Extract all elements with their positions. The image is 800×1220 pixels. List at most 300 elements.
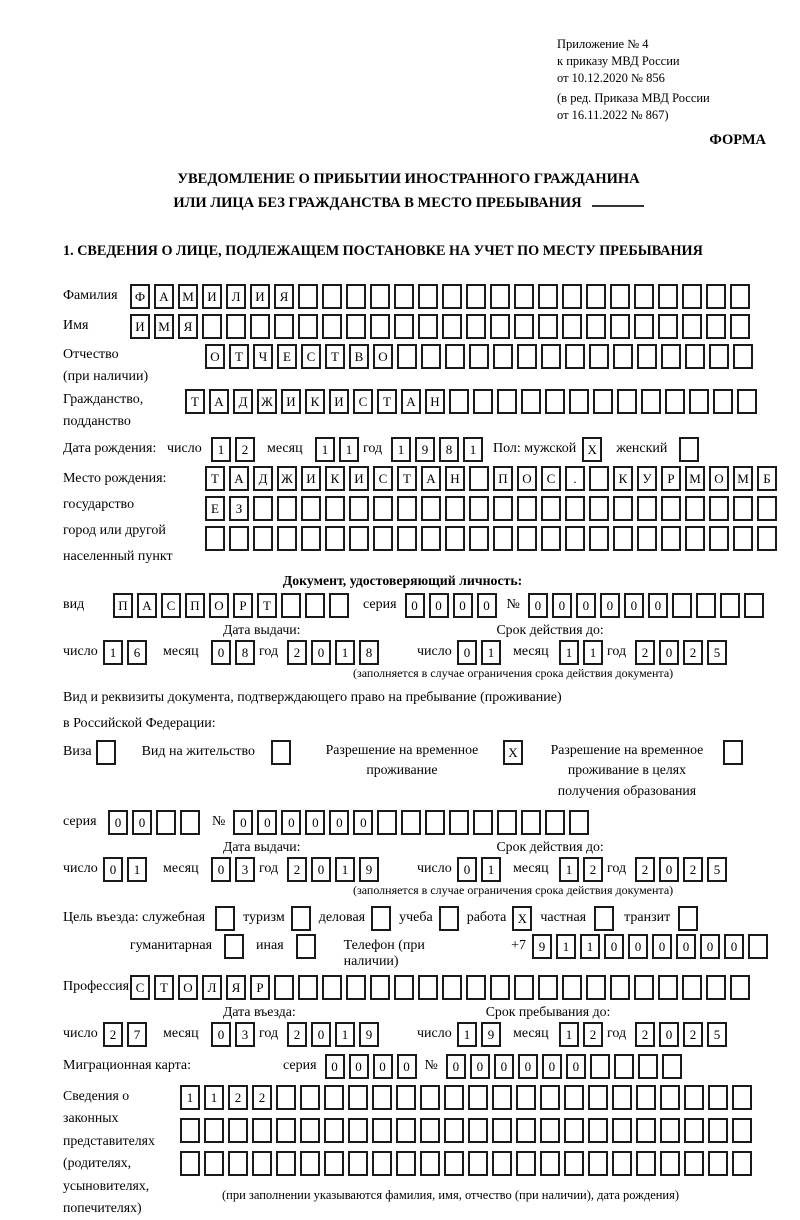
char-cell[interactable]	[346, 975, 366, 1000]
char-cell[interactable]: 3	[235, 1022, 255, 1047]
char-cell[interactable]	[613, 526, 633, 551]
char-cell[interactable]	[371, 906, 391, 931]
char-cell[interactable]: 0	[518, 1054, 538, 1079]
char-cell[interactable]	[565, 526, 585, 551]
char-cell[interactable]	[420, 1118, 440, 1143]
char-cell[interactable]: В	[349, 344, 369, 369]
char-cell[interactable]	[517, 496, 537, 521]
char-cell[interactable]: 1	[180, 1085, 200, 1110]
char-cell[interactable]	[466, 314, 486, 339]
char-cell[interactable]: 0	[600, 593, 620, 618]
char-cell[interactable]	[325, 496, 345, 521]
char-cell[interactable]	[706, 314, 726, 339]
char-cell[interactable]	[372, 1151, 392, 1176]
char-cell[interactable]	[421, 496, 441, 521]
char-cell[interactable]	[610, 975, 630, 1000]
char-cell[interactable]: 0	[648, 593, 668, 618]
char-cell[interactable]	[706, 284, 726, 309]
char-cell[interactable]	[277, 526, 297, 551]
char-cell[interactable]: 9	[359, 857, 379, 882]
char-cell[interactable]	[684, 1085, 704, 1110]
char-cell[interactable]: Е	[277, 344, 297, 369]
char-cell[interactable]: 2	[635, 640, 655, 665]
char-cell[interactable]	[757, 526, 777, 551]
char-cell[interactable]: 2	[683, 640, 703, 665]
char-cell[interactable]	[444, 1085, 464, 1110]
char-cell[interactable]	[521, 389, 541, 414]
char-cell[interactable]: 1	[481, 857, 501, 882]
char-cell[interactable]	[300, 1151, 320, 1176]
char-cell[interactable]: 0	[373, 1054, 393, 1079]
char-cell[interactable]	[634, 284, 654, 309]
char-cell[interactable]	[325, 526, 345, 551]
char-cell[interactable]	[708, 1085, 728, 1110]
char-cell[interactable]: X	[582, 437, 602, 462]
char-cell[interactable]	[684, 1151, 704, 1176]
char-cell[interactable]: М	[733, 466, 753, 491]
char-cell[interactable]	[661, 344, 681, 369]
char-cell[interactable]	[660, 1118, 680, 1143]
char-cell[interactable]	[349, 496, 369, 521]
char-cell[interactable]: Т	[154, 975, 174, 1000]
char-cell[interactable]	[660, 1085, 680, 1110]
char-cell[interactable]: 5	[707, 1022, 727, 1047]
char-cell[interactable]	[250, 314, 270, 339]
char-cell[interactable]	[445, 526, 465, 551]
char-cell[interactable]	[253, 526, 273, 551]
char-cell[interactable]	[634, 314, 654, 339]
char-cell[interactable]	[228, 1151, 248, 1176]
char-cell[interactable]: Д	[233, 389, 253, 414]
char-cell[interactable]: Ж	[257, 389, 277, 414]
char-cell[interactable]	[685, 526, 705, 551]
char-cell[interactable]: Т	[229, 344, 249, 369]
char-cell[interactable]: 1	[339, 437, 359, 462]
char-cell[interactable]: 6	[127, 640, 147, 665]
char-cell[interactable]: Я	[274, 284, 294, 309]
char-cell[interactable]	[661, 526, 681, 551]
char-cell[interactable]	[229, 526, 249, 551]
char-cell[interactable]	[298, 284, 318, 309]
char-cell[interactable]	[296, 934, 316, 959]
char-cell[interactable]: С	[541, 466, 561, 491]
char-cell[interactable]: И	[130, 314, 150, 339]
char-cell[interactable]	[401, 810, 421, 835]
char-cell[interactable]	[226, 314, 246, 339]
char-cell[interactable]	[298, 975, 318, 1000]
char-cell[interactable]: 0	[305, 810, 325, 835]
char-cell[interactable]	[641, 389, 661, 414]
char-cell[interactable]	[637, 526, 657, 551]
char-cell[interactable]: 0	[103, 857, 123, 882]
char-cell[interactable]	[564, 1151, 584, 1176]
char-cell[interactable]	[373, 496, 393, 521]
char-cell[interactable]	[373, 526, 393, 551]
char-cell[interactable]	[562, 284, 582, 309]
char-cell[interactable]	[396, 1151, 416, 1176]
char-cell[interactable]	[228, 1118, 248, 1143]
char-cell[interactable]: 0	[329, 810, 349, 835]
char-cell[interactable]	[439, 906, 459, 931]
char-cell[interactable]	[757, 496, 777, 521]
char-cell[interactable]	[514, 975, 534, 1000]
char-cell[interactable]: .	[565, 466, 585, 491]
char-cell[interactable]: Е	[205, 496, 225, 521]
char-cell[interactable]	[281, 593, 301, 618]
char-cell[interactable]: Д	[253, 466, 273, 491]
char-cell[interactable]: Т	[257, 593, 277, 618]
char-cell[interactable]	[678, 906, 698, 931]
char-cell[interactable]	[324, 1085, 344, 1110]
char-cell[interactable]: 2	[635, 857, 655, 882]
char-cell[interactable]	[658, 284, 678, 309]
char-cell[interactable]	[490, 975, 510, 1000]
char-cell[interactable]	[372, 1085, 392, 1110]
char-cell[interactable]: К	[305, 389, 325, 414]
char-cell[interactable]	[517, 344, 537, 369]
char-cell[interactable]: 0	[624, 593, 644, 618]
char-cell[interactable]: О	[209, 593, 229, 618]
char-cell[interactable]: 2	[287, 857, 307, 882]
char-cell[interactable]	[394, 284, 414, 309]
char-cell[interactable]	[709, 526, 729, 551]
char-cell[interactable]	[730, 314, 750, 339]
char-cell[interactable]	[737, 389, 757, 414]
char-cell[interactable]: 0	[576, 593, 596, 618]
char-cell[interactable]	[562, 975, 582, 1000]
char-cell[interactable]: Р	[661, 466, 681, 491]
char-cell[interactable]	[493, 496, 513, 521]
char-cell[interactable]	[449, 810, 469, 835]
char-cell[interactable]	[672, 593, 692, 618]
char-cell[interactable]	[348, 1085, 368, 1110]
char-cell[interactable]	[442, 975, 462, 1000]
char-cell[interactable]: П	[113, 593, 133, 618]
char-cell[interactable]	[514, 314, 534, 339]
char-cell[interactable]	[589, 466, 609, 491]
char-cell[interactable]	[96, 740, 116, 765]
char-cell[interactable]	[665, 389, 685, 414]
char-cell[interactable]	[685, 496, 705, 521]
char-cell[interactable]: О	[178, 975, 198, 1000]
char-cell[interactable]: 3	[235, 857, 255, 882]
char-cell[interactable]	[276, 1151, 296, 1176]
char-cell[interactable]	[156, 810, 176, 835]
char-cell[interactable]	[564, 1085, 584, 1110]
char-cell[interactable]: 0	[457, 640, 477, 665]
char-cell[interactable]: С	[161, 593, 181, 618]
char-cell[interactable]	[565, 344, 585, 369]
char-cell[interactable]: 0	[628, 934, 648, 959]
char-cell[interactable]	[473, 389, 493, 414]
char-cell[interactable]: 1	[127, 857, 147, 882]
char-cell[interactable]: 1	[211, 437, 231, 462]
char-cell[interactable]: О	[709, 466, 729, 491]
char-cell[interactable]	[541, 496, 561, 521]
char-cell[interactable]	[490, 284, 510, 309]
char-cell[interactable]: 1	[335, 640, 355, 665]
char-cell[interactable]	[748, 934, 768, 959]
char-cell[interactable]: 0	[446, 1054, 466, 1079]
char-cell[interactable]	[202, 314, 222, 339]
char-cell[interactable]: 1	[556, 934, 576, 959]
char-cell[interactable]	[253, 496, 273, 521]
char-cell[interactable]	[492, 1151, 512, 1176]
char-cell[interactable]: 0	[659, 857, 679, 882]
char-cell[interactable]	[274, 314, 294, 339]
char-cell[interactable]	[682, 314, 702, 339]
char-cell[interactable]	[588, 1151, 608, 1176]
char-cell[interactable]: 9	[532, 934, 552, 959]
char-cell[interactable]	[180, 1118, 200, 1143]
char-cell[interactable]	[418, 284, 438, 309]
char-cell[interactable]: 9	[415, 437, 435, 462]
char-cell[interactable]	[696, 593, 716, 618]
char-cell[interactable]	[662, 1054, 682, 1079]
char-cell[interactable]	[180, 1151, 200, 1176]
char-cell[interactable]: 0	[659, 640, 679, 665]
char-cell[interactable]	[215, 906, 235, 931]
char-cell[interactable]	[324, 1118, 344, 1143]
char-cell[interactable]	[562, 314, 582, 339]
char-cell[interactable]: X	[503, 740, 523, 765]
char-cell[interactable]	[468, 1085, 488, 1110]
char-cell[interactable]	[322, 314, 342, 339]
char-cell[interactable]	[252, 1151, 272, 1176]
char-cell[interactable]	[516, 1118, 536, 1143]
char-cell[interactable]: Б	[757, 466, 777, 491]
char-cell[interactable]: О	[373, 344, 393, 369]
char-cell[interactable]	[516, 1151, 536, 1176]
char-cell[interactable]	[322, 975, 342, 1000]
char-cell[interactable]	[396, 1085, 416, 1110]
char-cell[interactable]: 1	[559, 1022, 579, 1047]
char-cell[interactable]	[708, 1118, 728, 1143]
char-cell[interactable]	[709, 344, 729, 369]
char-cell[interactable]	[301, 496, 321, 521]
char-cell[interactable]: 0	[542, 1054, 562, 1079]
char-cell[interactable]	[733, 344, 753, 369]
char-cell[interactable]	[421, 344, 441, 369]
char-cell[interactable]	[301, 526, 321, 551]
char-cell[interactable]	[492, 1085, 512, 1110]
char-cell[interactable]	[708, 1151, 728, 1176]
char-cell[interactable]: И	[329, 389, 349, 414]
char-cell[interactable]	[442, 314, 462, 339]
char-cell[interactable]	[468, 1118, 488, 1143]
char-cell[interactable]	[322, 284, 342, 309]
char-cell[interactable]: С	[301, 344, 321, 369]
char-cell[interactable]	[637, 344, 657, 369]
char-cell[interactable]	[298, 314, 318, 339]
char-cell[interactable]: А	[154, 284, 174, 309]
char-cell[interactable]	[493, 526, 513, 551]
char-cell[interactable]: 0	[281, 810, 301, 835]
char-cell[interactable]: П	[493, 466, 513, 491]
char-cell[interactable]	[682, 975, 702, 1000]
char-cell[interactable]: 1	[335, 1022, 355, 1047]
char-cell[interactable]: 0	[453, 593, 473, 618]
char-cell[interactable]	[610, 314, 630, 339]
char-cell[interactable]: Ч	[253, 344, 273, 369]
char-cell[interactable]: 9	[481, 1022, 501, 1047]
char-cell[interactable]	[348, 1118, 368, 1143]
char-cell[interactable]	[588, 1118, 608, 1143]
char-cell[interactable]	[397, 526, 417, 551]
char-cell[interactable]	[612, 1151, 632, 1176]
char-cell[interactable]: 2	[287, 640, 307, 665]
char-cell[interactable]	[497, 389, 517, 414]
char-cell[interactable]	[514, 284, 534, 309]
char-cell[interactable]	[713, 389, 733, 414]
char-cell[interactable]: Ж	[277, 466, 297, 491]
char-cell[interactable]	[682, 284, 702, 309]
char-cell[interactable]: 1	[315, 437, 335, 462]
char-cell[interactable]	[445, 344, 465, 369]
char-cell[interactable]: 0	[659, 1022, 679, 1047]
char-cell[interactable]: Т	[325, 344, 345, 369]
char-cell[interactable]	[594, 906, 614, 931]
char-cell[interactable]: И	[202, 284, 222, 309]
char-cell[interactable]: Н	[445, 466, 465, 491]
char-cell[interactable]	[730, 284, 750, 309]
char-cell[interactable]	[377, 810, 397, 835]
char-cell[interactable]	[397, 344, 417, 369]
char-cell[interactable]	[589, 344, 609, 369]
char-cell[interactable]	[370, 314, 390, 339]
char-cell[interactable]	[638, 1054, 658, 1079]
char-cell[interactable]: Л	[226, 284, 246, 309]
char-cell[interactable]	[720, 593, 740, 618]
char-cell[interactable]: Н	[425, 389, 445, 414]
char-cell[interactable]: Р	[250, 975, 270, 1000]
char-cell[interactable]: Р	[233, 593, 253, 618]
char-cell[interactable]: 0	[470, 1054, 490, 1079]
char-cell[interactable]	[291, 906, 311, 931]
char-cell[interactable]: И	[250, 284, 270, 309]
char-cell[interactable]: М	[154, 314, 174, 339]
char-cell[interactable]	[589, 526, 609, 551]
char-cell[interactable]	[610, 284, 630, 309]
char-cell[interactable]	[469, 526, 489, 551]
char-cell[interactable]: 0	[566, 1054, 586, 1079]
char-cell[interactable]: С	[353, 389, 373, 414]
char-cell[interactable]: 1	[559, 640, 579, 665]
char-cell[interactable]	[370, 284, 390, 309]
char-cell[interactable]: 0	[604, 934, 624, 959]
char-cell[interactable]	[589, 496, 609, 521]
char-cell[interactable]	[425, 810, 445, 835]
char-cell[interactable]	[271, 740, 291, 765]
char-cell[interactable]	[516, 1085, 536, 1110]
char-cell[interactable]	[492, 1118, 512, 1143]
char-cell[interactable]	[538, 284, 558, 309]
char-cell[interactable]: 7	[127, 1022, 147, 1047]
char-cell[interactable]	[204, 1118, 224, 1143]
char-cell[interactable]: 0	[211, 1022, 231, 1047]
char-cell[interactable]: 0	[311, 1022, 331, 1047]
char-cell[interactable]	[394, 975, 414, 1000]
char-cell[interactable]: С	[130, 975, 150, 1000]
char-cell[interactable]: Т	[377, 389, 397, 414]
char-cell[interactable]	[540, 1085, 560, 1110]
char-cell[interactable]	[420, 1151, 440, 1176]
char-cell[interactable]	[593, 389, 613, 414]
char-cell[interactable]: О	[517, 466, 537, 491]
char-cell[interactable]	[466, 284, 486, 309]
char-cell[interactable]: 2	[683, 1022, 703, 1047]
char-cell[interactable]	[689, 389, 709, 414]
char-cell[interactable]	[538, 975, 558, 1000]
char-cell[interactable]	[420, 1085, 440, 1110]
char-cell[interactable]	[421, 526, 441, 551]
char-cell[interactable]: К	[325, 466, 345, 491]
char-cell[interactable]: 0	[494, 1054, 514, 1079]
char-cell[interactable]	[614, 1054, 634, 1079]
char-cell[interactable]	[569, 389, 589, 414]
char-cell[interactable]	[564, 1118, 584, 1143]
char-cell[interactable]: 0	[405, 593, 425, 618]
char-cell[interactable]	[658, 975, 678, 1000]
char-cell[interactable]	[586, 284, 606, 309]
char-cell[interactable]	[444, 1151, 464, 1176]
char-cell[interactable]	[733, 526, 753, 551]
char-cell[interactable]	[205, 526, 225, 551]
char-cell[interactable]	[613, 344, 633, 369]
char-cell[interactable]: 0	[477, 593, 497, 618]
char-cell[interactable]	[541, 526, 561, 551]
char-cell[interactable]: 0	[397, 1054, 417, 1079]
char-cell[interactable]: 0	[233, 810, 253, 835]
char-cell[interactable]	[449, 389, 469, 414]
char-cell[interactable]	[418, 314, 438, 339]
char-cell[interactable]	[636, 1085, 656, 1110]
char-cell[interactable]	[346, 314, 366, 339]
char-cell[interactable]: 2	[583, 1022, 603, 1047]
char-cell[interactable]	[418, 975, 438, 1000]
char-cell[interactable]	[732, 1085, 752, 1110]
char-cell[interactable]: 1	[103, 640, 123, 665]
char-cell[interactable]: 8	[439, 437, 459, 462]
char-cell[interactable]: 1	[481, 640, 501, 665]
char-cell[interactable]: 8	[235, 640, 255, 665]
char-cell[interactable]: 0	[700, 934, 720, 959]
char-cell[interactable]	[706, 975, 726, 1000]
char-cell[interactable]: А	[229, 466, 249, 491]
char-cell[interactable]	[305, 593, 325, 618]
char-cell[interactable]: И	[349, 466, 369, 491]
char-cell[interactable]: Т	[397, 466, 417, 491]
char-cell[interactable]: 1	[580, 934, 600, 959]
char-cell[interactable]	[517, 526, 537, 551]
char-cell[interactable]	[658, 314, 678, 339]
char-cell[interactable]: 9	[359, 1022, 379, 1047]
char-cell[interactable]: 0	[552, 593, 572, 618]
char-cell[interactable]: 0	[353, 810, 373, 835]
char-cell[interactable]	[590, 1054, 610, 1079]
char-cell[interactable]	[538, 314, 558, 339]
char-cell[interactable]: 1	[583, 640, 603, 665]
char-cell[interactable]	[521, 810, 541, 835]
char-cell[interactable]	[204, 1151, 224, 1176]
char-cell[interactable]	[372, 1118, 392, 1143]
char-cell[interactable]: У	[637, 466, 657, 491]
char-cell[interactable]	[466, 975, 486, 1000]
char-cell[interactable]	[224, 934, 244, 959]
char-cell[interactable]	[493, 344, 513, 369]
char-cell[interactable]: 1	[204, 1085, 224, 1110]
char-cell[interactable]	[569, 810, 589, 835]
